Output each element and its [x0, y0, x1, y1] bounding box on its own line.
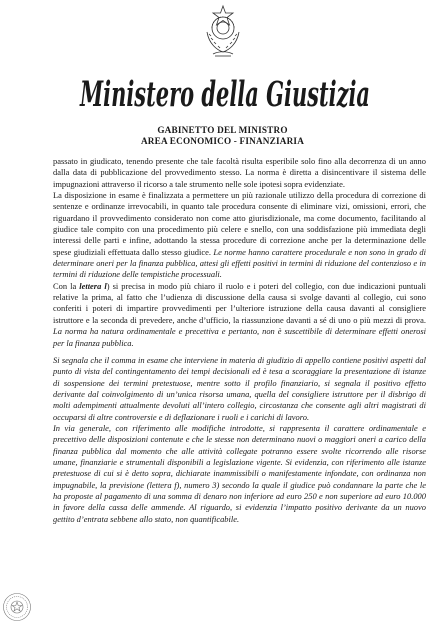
paragraph-3 — [53, 281, 426, 349]
paragraph-5: In via generale, con riferimento alle modifiche introdotte, si rappresenta il carattere ordinamentale e precettivo delle disposizioni contenute e che le stesse non determinano nuovi o maggiori oneri a carico della finanza pubblica dal momento che alle attività collegate potranno essere svolte ricorrendo alle risorse umane, finanziarie e strumentali disponibili a legislazione vigente. Si evidenzia, con riferimento alle istanze pretestuose di cui si è detto sopra, dichiarate inammissibili o manifestamente infondate, con ordinanza non impugnabile, la previsione (lettera f), numero 3) secondo la quale il giudice può condannare la parte che le ha proposte al pagamento di una somma di denaro non inferiore ad euro 250 e non superiore ad euro 10.000 in favore della cassa delle ammende. Al riguardo, si evidenzia l’impatto positivo derivante da un nuovo gettito d’entrata sebbene allo stato, non quantificabile. — [53, 422, 426, 524]
office-line-area: AREA ECONOMICO - FINANZIARIA — [140, 136, 305, 146]
paragraph-2-text: La disposizione in esame è finalizzata a permettere un più razionale utilizzo della procedura di correzione di sentenze e ordinanze irrevocabili, in quanto tale procedura consente di eliminare vizi, omissioni, errori, che riguardano il provvedimento considerato non come atto giurisdizionale, ma come documento, facilitando al giudice tale compito con una procedimento più celere e snello, con una soddisfazione più immediata degli interessi delle parti e infine, adottando la stessa procedure di correzione anche per la determinazione delle spese giudiziali effettuata dallo stesso giudice. — [53, 190, 426, 257]
paragraph-1: passato in giudicato, tenendo presente che tale facoltà risulta esperibile solo fino alla decorrenza di un anno dalla data di pubblicazione del provvedimento stesso. La norma è diretta a disincentivare il sistema delle impugnazioni attraverso il ricorso a tale strumento nelle sole ipotesi sopra evidenziate. — [53, 156, 426, 189]
italian-republic-emblem-icon — [199, 2, 247, 60]
document-body — [53, 156, 426, 525]
paragraph-3-italic: La norma ha natura ordinamentale e precettiva e pertanto, non è suscettibile di determinare effetti onerosi per la finanza pubblica. — [53, 326, 426, 348]
office-heading — [0, 125, 445, 147]
ministry-name-script: Ministero della Giustizia — [79, 74, 370, 115]
round-stamp-seal-icon — [2, 592, 32, 622]
paragraph-4: Si segnala che il comma in esame che interviene in materia di giudizio di appello contiene positivi aspetti dal punto di vista del contingentamento dei tempi decisionali ed è tesa a scoraggiare la presentazione di istanze di sospensione dei termini pretestuose, mentre sotto il profilo finanziario, si segnala il positivo effetto derivante dal coinvolgimento di un’unica risorsa umana, quella del consigliere istruttore per il disbrigo di molti adempimenti attualmente devoluti all’intero collegio, circostanza che consente agli altri magistrati di occuparsi di altre controversie e di deflazionare i ruoli e i carichi di lavoro. — [53, 354, 426, 422]
paragraph-3-letter: lettera l — [79, 280, 107, 291]
office-line-cabinet: GABINETTO DEL MINISTRO — [157, 125, 288, 135]
ministry-script-logo — [75, 68, 375, 120]
paragraph-3-text: ) si precisa in modo più chiaro il ruolo e i poteri del collegio, con due indicazioni puntuali relative la prima, al fatto che l’udienza di discussione della causa si svolge davanti al collegio, cui sono conferiti i poteri di impartire provvedimenti per l’ulteriore istruzione della causa davanti al consigliere istruttore e la seconda di prevedere, anche d’ufficio, la riassunzione davanti a sé di uno o più mezzi di prova. — [53, 280, 427, 325]
paragraph-3-prefix: Con la — [53, 280, 80, 291]
paragraph-2-italic: Le norme hanno carattere procedurale e non sono in grado di determinare oneri per la finanza pubblica, attesi gli effetti positivi in termini di riduzione del contenzioso e in termini di riduzione delle tempistiche processuali. — [53, 246, 426, 280]
paragraph-2 — [53, 190, 426, 281]
